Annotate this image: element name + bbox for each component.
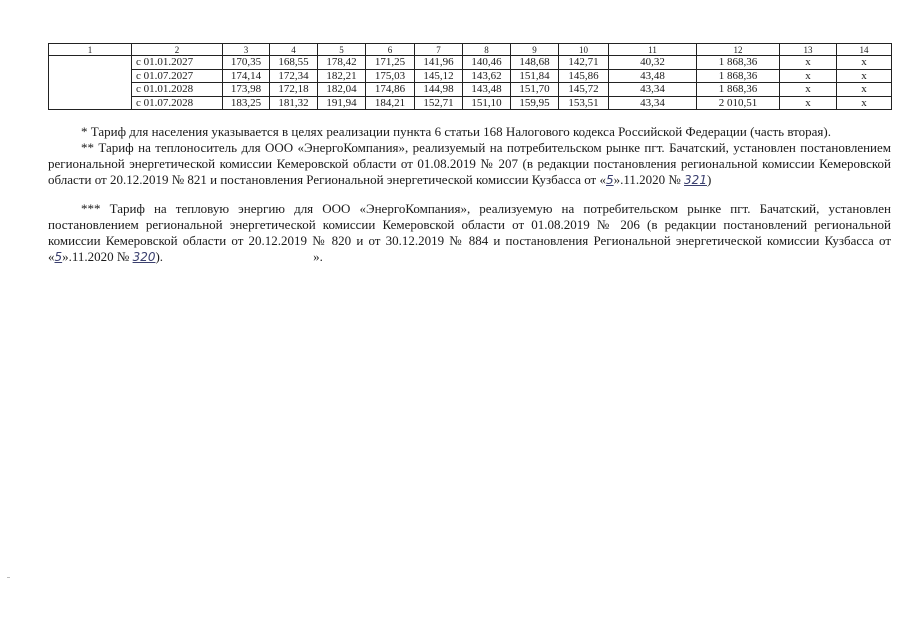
period-cell: с 01.01.2027 [132,56,223,70]
footnote-2-text: ** Тариф на теплоноситель для ООО «ЭнергоКомпания», реализуемый на потребительском рынке пгт. Бачатский, установлен постановлением региональной энергетической комиссии Кемеровской области от 01.08.2019 № 207 (в редакции постановления региональной комиссии Кемеровской области от 20.12.2019 № 821 и постановления Региональной энергетической комиссии Кузбасса от « [48,140,891,187]
table-cell: 1 868,36 [697,83,780,97]
table-row [49,96,892,110]
column-number: 12 [697,44,780,56]
table-cell: 141,96 [415,56,463,70]
table-cell: 1 868,36 [697,56,780,70]
period-cell: с 01.01.2028 [132,83,223,97]
table-cell: 151,84 [511,69,559,83]
table-cell: 171,25 [366,56,415,70]
table-cell: х [837,69,892,83]
column-number: 6 [366,44,415,56]
footnotes [48,124,891,265]
column-number: 9 [511,44,559,56]
table-cell: 182,21 [318,69,366,83]
table-cell: 181,32 [270,96,318,110]
handwritten-number: 320 [132,250,156,264]
table-cell: 2 010,51 [697,96,780,110]
table-cell: 143,48 [463,83,511,97]
table-row [49,69,892,83]
column-number: 11 [609,44,697,56]
table-cell: х [837,83,892,97]
table-cell: 145,72 [559,83,609,97]
column-number: 2 [132,44,223,56]
table-cell: х [780,96,837,110]
period-cell: с 01.07.2028 [132,96,223,110]
column-number-row [49,44,892,56]
table-cell: 148,68 [511,56,559,70]
table-cell: 43,48 [609,69,697,83]
table-cell: 168,55 [270,56,318,70]
table-cell: 151,70 [511,83,559,97]
table-cell: 142,71 [559,56,609,70]
column-number: 14 [837,44,892,56]
table-cell: 144,98 [415,83,463,97]
table-cell: 152,71 [415,96,463,110]
column-number: 13 [780,44,837,56]
table-cell: 191,94 [318,96,366,110]
table-cell: 174,14 [223,69,270,83]
table-cell: 174,86 [366,83,415,97]
table-cell: 43,34 [609,96,697,110]
table-cell: 172,34 [270,69,318,83]
table-row [49,83,892,97]
table-cell: 183,25 [223,96,270,110]
table-cell: 1 868,36 [697,69,780,83]
scan-mark [7,577,10,578]
table-cell: 140,46 [463,56,511,70]
column-number: 5 [318,44,366,56]
table-cell: 40,32 [609,56,697,70]
column-number: 7 [415,44,463,56]
handwritten-number: 321 [684,173,707,187]
table-cell: х [780,56,837,70]
tariff-table [48,43,892,110]
footnote-2-end: ) [706,172,712,187]
table-cell: 182,04 [318,83,366,97]
column-number: 1 [49,44,132,56]
closing-quote: ». [313,249,323,264]
footnote-3-date-part: ».11.2020 № [62,249,130,264]
table-cell: х [780,69,837,83]
table-cell: 172,18 [270,83,318,97]
footnote-1-text: * Тариф для населения указывается в целях реализации пункта 6 статьи 168 Налогового кодекса Российской Федерации (часть вторая). [81,124,831,139]
table-cell: 43,34 [609,83,697,97]
table-cell: 175,03 [366,69,415,83]
table-cell: 145,12 [415,69,463,83]
table-cell: 153,51 [559,96,609,110]
table-cell: 173,98 [223,83,270,97]
table-cell: 143,62 [463,69,511,83]
footnote-2 [48,140,891,188]
handwritten-day: 5 [54,250,63,264]
table-cell: 151,10 [463,96,511,110]
column-number: 4 [270,44,318,56]
column-number: 3 [223,44,270,56]
footnote-1 [48,124,891,140]
handwritten-day: 5 [605,173,614,187]
merged-cell [49,56,132,110]
table-cell: х [837,56,892,70]
table-cell: х [780,83,837,97]
footnote-3-text: *** Тариф на тепловую энергию для ООО «ЭнергоКомпания», реализуемую на потребительском рынке пгт. Бачатский, установлен постановлением региональной энергетической комиссии Кемеровской области от 01.08.2019 № 206 (в редакции постановлений региональной комиссии Кемеровской области от 20.12.2019 № 820 и от 30.12.2019 № 884 и постановления Региональной энергетической комиссии Кузбасса от « [48,201,891,264]
table-cell: 178,42 [318,56,366,70]
table-cell: 145,86 [559,69,609,83]
table-cell: х [837,96,892,110]
column-number: 8 [463,44,511,56]
table-cell: 170,35 [223,56,270,70]
column-number: 10 [559,44,609,56]
footnote-3 [48,201,891,265]
footnote-2-date-part: ».11.2020 № [613,172,681,187]
footnote-3-end: ). [155,249,164,264]
table-cell: 184,21 [366,96,415,110]
table-row [49,56,892,70]
period-cell: с 01.07.2027 [132,69,223,83]
table-cell: 159,95 [511,96,559,110]
